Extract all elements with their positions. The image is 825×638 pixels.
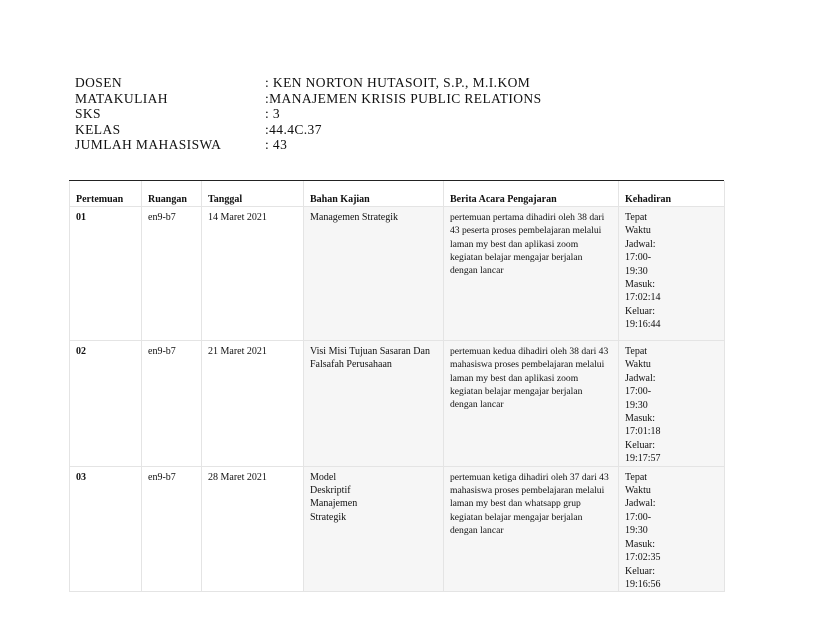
status-line: Tepat bbox=[625, 212, 648, 223]
kehadiran-cell bbox=[619, 466, 725, 592]
sks-value: : 3 bbox=[265, 106, 281, 121]
masuk-label: Masuk: bbox=[625, 538, 655, 550]
kelas-value: :44.4C.37 bbox=[265, 121, 322, 137]
masuk-time: 17:02:35 bbox=[625, 552, 661, 564]
pertemuan-cell: 01 bbox=[70, 207, 142, 341]
jadwal-end: 19:30 bbox=[625, 399, 648, 411]
attendance-table bbox=[69, 181, 725, 592]
berita-acara-cell: pertemuan kedua dihadiri oleh 38 dari 43 mahasiswa proses pembelajaran melalui laman my best dan aplikasi zoom kegiatan belajar mengajar berjalan dengan lancar bbox=[444, 341, 619, 467]
kelas-label: KELAS bbox=[75, 121, 121, 137]
kehadiran-cell bbox=[619, 207, 725, 341]
jadwal-start: 17:00- bbox=[625, 386, 652, 398]
keluar-label: Keluar: bbox=[625, 439, 655, 451]
tanggal-cell: 21 Maret 2021 bbox=[202, 341, 304, 467]
table-row bbox=[70, 341, 725, 467]
column-header-bahan-kajian: Bahan Kajian bbox=[304, 181, 444, 207]
keluar-label: Keluar: bbox=[625, 565, 655, 577]
kehadiran-cell bbox=[619, 341, 725, 467]
masuk-label: Masuk: bbox=[625, 413, 655, 425]
ruangan-cell: en9-b7 bbox=[142, 466, 202, 592]
bahan-line: Manajemen bbox=[310, 498, 358, 510]
jadwal-start: 17:00- bbox=[625, 511, 652, 523]
status-line: Waktu bbox=[625, 485, 651, 497]
jadwal-label: Jadwal: bbox=[625, 372, 656, 384]
keluar-time: 19:16:56 bbox=[625, 578, 661, 590]
berita-acara-cell: pertemuan ketiga dihadiri oleh 37 dari 43 mahasiswa proses pembelajaran melalui laman my best dan whatsapp grup kegiatan belajar mengajar berjalan dengan lancar bbox=[444, 466, 619, 592]
tanggal-cell: 14 Maret 2021 bbox=[202, 207, 304, 341]
matakuliah-value: :MANAJEMEN KRISIS PUBLIC RELATIONS bbox=[265, 90, 542, 106]
bahan-kajian-cell bbox=[304, 466, 444, 592]
bahan-kajian-cell: Visi Misi Tujuan Sasaran Dan Falsafah Perusahaan bbox=[304, 341, 444, 467]
masuk-label: Masuk: bbox=[625, 279, 655, 291]
status-line: Tepat bbox=[625, 346, 648, 357]
tanggal-cell: 28 Maret 2021 bbox=[202, 466, 304, 592]
bahan-line: Model bbox=[310, 471, 337, 483]
status-line: Waktu bbox=[625, 359, 651, 371]
jadwal-label: Jadwal: bbox=[625, 498, 656, 510]
ruangan-cell: en9-b7 bbox=[142, 341, 202, 467]
jadwal-end: 19:30 bbox=[625, 525, 648, 537]
sks-label: SKS bbox=[75, 106, 101, 121]
pertemuan-cell: 02 bbox=[70, 341, 142, 467]
column-header-ruangan: Ruangan bbox=[142, 181, 202, 207]
bahan-kajian-cell: Managemen Strategik bbox=[304, 207, 444, 341]
keluar-time: 19:17:57 bbox=[625, 453, 661, 465]
bahan-line: Strategik bbox=[310, 511, 347, 523]
table-header-row bbox=[70, 181, 725, 207]
pertemuan-cell: 03 bbox=[70, 466, 142, 592]
attendance-table-container bbox=[69, 180, 724, 592]
jadwal-end: 19:30 bbox=[625, 265, 648, 277]
column-header-tanggal: Tanggal bbox=[202, 181, 304, 207]
keluar-label: Keluar: bbox=[625, 305, 655, 317]
table-row bbox=[70, 466, 725, 592]
ruangan-cell: en9-b7 bbox=[142, 207, 202, 341]
berita-acara-cell: pertemuan pertama dihadiri oleh 38 dari 43 peserta proses pembelajaran melalui laman my best dan aplikasi zoom kegiatan belajar mengajar berjalan dengan lancar bbox=[444, 207, 619, 341]
jadwal-start: 17:00- bbox=[625, 252, 652, 264]
status-line: Tepat bbox=[625, 471, 648, 483]
column-header-kehadiran: Kehadiran bbox=[619, 181, 725, 207]
table-row bbox=[70, 207, 725, 341]
column-header-berita-acara: Berita Acara Pengajaran bbox=[444, 181, 619, 207]
dosen-label: DOSEN bbox=[75, 75, 123, 90]
jadwal-label: Jadwal: bbox=[625, 238, 656, 250]
matakuliah-label: MATAKULIAH bbox=[75, 90, 168, 106]
column-header-pertemuan: Pertemuan bbox=[70, 181, 142, 207]
masuk-time: 17:01:18 bbox=[625, 426, 661, 438]
jumlah-mahasiswa-value: : 43 bbox=[265, 137, 288, 152]
status-line: Waktu bbox=[625, 225, 651, 237]
jumlah-mahasiswa-label: JUMLAH MAHASISWA bbox=[75, 137, 222, 152]
bahan-line: Deskriptif bbox=[310, 485, 351, 497]
keluar-time: 19:16:44 bbox=[625, 319, 661, 331]
masuk-time: 17:02:14 bbox=[625, 292, 661, 304]
dosen-value: : KEN NORTON HUTASOIT, S.P., M.I.KOM bbox=[265, 75, 531, 90]
